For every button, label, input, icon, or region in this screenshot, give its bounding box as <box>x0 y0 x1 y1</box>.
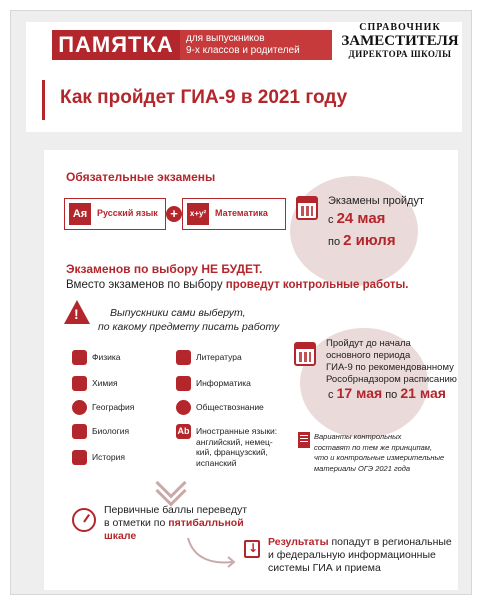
math-label: Математика <box>215 208 268 218</box>
audience-line-1: для выпускников <box>186 33 265 44</box>
control-dates-range <box>328 386 446 402</box>
mandatory-heading: Обязательные экзамены <box>66 170 216 184</box>
chemistry-label: Химия <box>92 378 118 388</box>
exam-to-value: 2 июля <box>343 232 396 249</box>
brand-line-1: СПРАВОЧНИК <box>359 22 441 33</box>
people-icon <box>176 400 191 415</box>
foreign-line-2: английский, немец- <box>196 436 273 447</box>
memo-tag: ПАМЯТКА <box>52 30 180 60</box>
control-line-3: ГИА-9 по рекомендованному <box>326 362 454 373</box>
control-line-4: Рособрнадзором расписанию <box>326 374 457 385</box>
title-accent-bar <box>42 80 45 120</box>
results-text <box>268 536 452 575</box>
foreign-line-1: Иностранные языки: <box>196 426 278 436</box>
subject-russian <box>64 198 166 230</box>
audience-banner <box>180 30 332 60</box>
gauge-icon <box>72 508 96 532</box>
informatics-label: Информатика <box>196 378 251 388</box>
foreign-languages-text <box>196 426 277 468</box>
variants-line-3: что и контрольные измерительные <box>314 453 445 462</box>
control-from-value: 17 мая <box>336 385 383 401</box>
scores-line-2-red: пятибалльной <box>168 517 244 529</box>
russian-icon: Ая <box>69 203 91 225</box>
control-to-prefix: по <box>385 389 398 401</box>
scores-line-1: Первичные баллы переведут <box>104 504 248 516</box>
scores-line-2-plain: в отметки по <box>104 517 166 529</box>
results-line-3: системы ГИА и приема <box>268 562 381 574</box>
control-from-prefix: с <box>328 389 334 401</box>
plus-icon: + <box>166 206 182 222</box>
exam-from-value: 24 мая <box>336 210 386 227</box>
languages-icon: Ab <box>176 424 191 439</box>
history-label: История <box>92 452 125 462</box>
warning-mark: ! <box>74 306 79 322</box>
document-icon <box>298 432 310 448</box>
control-line-2: основного периода <box>326 350 411 361</box>
exam-from-prefix: с <box>328 214 334 226</box>
russian-label: Русский язык <box>97 208 158 218</box>
warning-line2: по какому предмету писать работу <box>98 321 280 333</box>
results-line-1 <box>268 536 452 549</box>
literature-label: Литература <box>196 352 242 362</box>
control-line-1: Пройдут до начала <box>326 338 411 349</box>
download-icon <box>244 540 260 558</box>
electives-replaced-red: проведут контрольные работы. <box>225 279 409 291</box>
foreign-line-3: кий, французский, <box>196 447 268 457</box>
brand-line-2: ЗАМЕСТИТЕЛЯ <box>341 33 459 49</box>
physics-label: Физика <box>92 352 121 362</box>
column-icon <box>72 450 87 465</box>
variants-line-2: составят по тем же принципам, <box>314 442 433 452</box>
brand-line-3: ДИРЕКТОРА ШКОЛЫ <box>348 49 452 59</box>
results-red: Результаты <box>268 536 329 548</box>
laptop-icon <box>176 376 191 391</box>
exam-dates-from <box>328 212 385 227</box>
results-line-1-rest: попадут в региональные <box>331 536 452 548</box>
brand-logo <box>338 22 462 59</box>
no-electives-line: Экзаменов по выбору НЕ БУДЕТ. <box>66 262 263 276</box>
calendar-icon-2 <box>294 342 316 366</box>
variants-line-1: Варианты контрольных <box>314 432 402 441</box>
math-icon: x+y² <box>187 203 209 225</box>
social-studies-label: Обществознание <box>196 402 264 412</box>
scores-line-2 <box>104 517 247 530</box>
variants-line-4: материалы ОГЭ 2021 года <box>314 463 411 473</box>
electives-replaced-plain: Вместо экзаменов по выбору <box>66 279 223 291</box>
exam-dates-to <box>328 234 396 249</box>
dates-circle <box>290 176 418 286</box>
subject-math <box>182 198 286 230</box>
title-box <box>42 74 442 126</box>
page-title: Как пройдет ГИА-9 в 2021 году <box>60 87 348 108</box>
exam-to-prefix: по <box>328 236 341 248</box>
results-line-2: и федеральную информационные <box>268 549 436 561</box>
curved-arrow-icon <box>184 534 240 570</box>
warning-line1: Выпускники сами выберут, <box>110 307 246 319</box>
foreign-line-4: испанский <box>196 457 237 468</box>
book-icon <box>176 350 191 365</box>
audience-line-2: 9-х классов и родителей <box>186 45 300 56</box>
control-to-value: 21 мая <box>400 385 446 401</box>
scores-line-3: шкале <box>104 530 137 542</box>
calendar-icon <box>296 196 318 220</box>
control-dates-text <box>326 338 457 386</box>
physics-icon <box>72 350 87 365</box>
globe-icon <box>72 400 87 415</box>
biology-label: Биология <box>92 426 130 436</box>
exam-dates-line1: Экзамены пройдут <box>328 195 425 207</box>
electives-replaced-line <box>66 278 409 292</box>
leaf-icon <box>72 424 87 439</box>
chemistry-icon <box>72 376 87 391</box>
geography-label: География <box>92 402 135 412</box>
variants-note <box>314 432 444 474</box>
